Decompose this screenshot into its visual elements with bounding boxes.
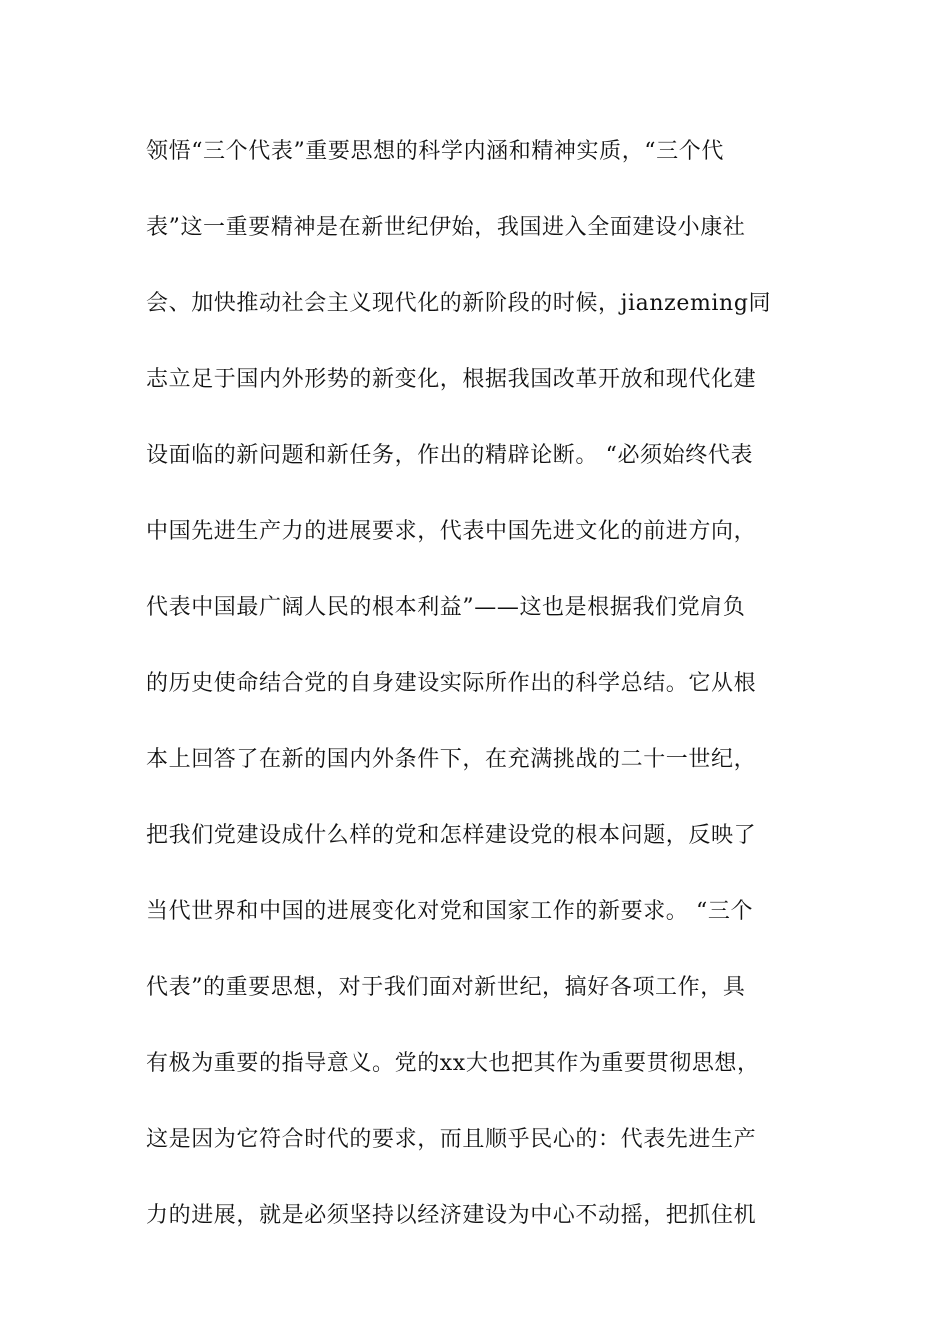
text-line: 有极为重要的指导意义。党的xx大也把其作为重要贯彻思想，	[146, 1051, 760, 1076]
text-line: 领悟“三个代表”重要思想的科学内涵和精神实质，“三个代	[146, 139, 724, 164]
text-line: 中国先进生产力的进展要求，代表中国先进文化的前进方向，	[146, 519, 757, 544]
text-line: 会、加快推动社会主义现代化的新阶段的时候，jianzeming同	[146, 291, 772, 316]
text-line: 代表中国最广阔人民的根本利益”——这也是根据我们党肩负	[146, 595, 746, 620]
text-line: 力的进展，就是必须坚持以经济建设为中心不动摇，把抓住机	[146, 1203, 757, 1228]
text-line: 本上回答了在新的国内外条件下，在充满挑战的二十一世纪，	[146, 747, 757, 772]
body-text	[146, 130, 816, 1270]
text-line: 把我们党建设成什么样的党和怎样建设党的根本问题，反映了	[146, 823, 757, 848]
text-line: 的历史使命结合党的自身建设实际所作出的科学总结。它从根	[146, 671, 757, 696]
text-line: 设面临的新问题和新任务，作出的精辟论断。 “必须始终代表	[146, 443, 754, 468]
text-line: 志立足于国内外形势的新变化，根据我国改革开放和现代化建	[146, 367, 757, 392]
text-line: 代表”的重要思想，对于我们面对新世纪，搞好各项工作，具	[146, 975, 746, 1000]
text-line: 当代世界和中国的进展变化对党和国家工作的新要求。 “三个	[146, 899, 754, 924]
text-line: 表”这一重要精神是在新世纪伊始，我国进入全面建设小康社	[146, 215, 746, 240]
text-line: 这是因为它符合时代的要求，而且顺乎民心的：代表先进生产	[146, 1127, 757, 1152]
